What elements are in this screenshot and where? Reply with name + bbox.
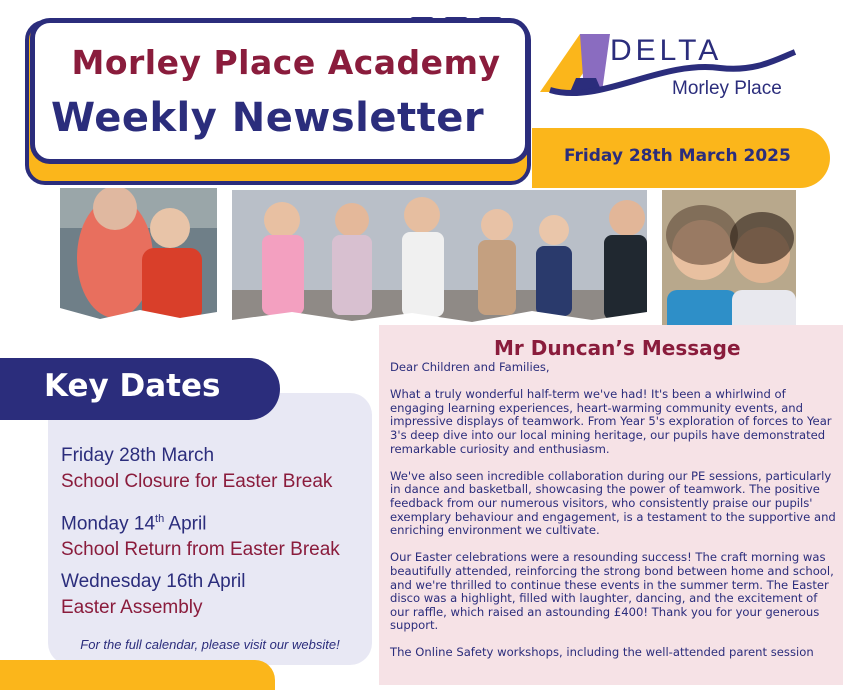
message-paragraph: Our Easter celebrations were a resounding success! The craft morning was beautifully attended, reinforcing the strong bond between home and school, and we're thrilled to continue these events in the summer term. The Easter disco was a highlight, filled with laughter, dancing, and the excitement of our raffle, which raised an astounding £400! Thank you for your generous support.: [390, 550, 834, 633]
bottom-yellow-banner: [0, 660, 275, 690]
message-body: [390, 361, 840, 674]
key-dates-banner: [0, 358, 280, 420]
logo-brand-text: DELTA: [610, 34, 723, 67]
key-date-2-month: April: [164, 513, 207, 535]
key-date-2-ordinal: th: [155, 513, 165, 525]
key-date-3-event: Easter Assembly: [61, 597, 203, 618]
message-title: Mr Duncan’s Message: [494, 336, 741, 360]
school-name: Morley Place Academy: [71, 43, 501, 82]
key-date-1-event: School Closure for Easter Break: [61, 471, 333, 492]
message-paragraph: What a truly wonderful half-term we've had! It's been a whirlwind of engaging learning experiences, heart-warming community events, and impressive displays of teamwork. From Year 5's exploration of forces to Year 3's deep dive into our local mining heritage, our pupils have demonstrated remarkable curiosity and enthusiasm.: [390, 387, 832, 456]
key-date-2-date: [61, 513, 206, 535]
newsletter-date: Friday 28th March 2025: [564, 146, 791, 166]
photo-two-girls: [662, 190, 796, 338]
newsletter-title: Weekly Newsletter: [51, 95, 485, 141]
logo-subtitle: Morley Place: [672, 78, 782, 99]
date-banner: [532, 128, 830, 188]
calendar-footnote: For the full calendar, please visit our website!: [80, 637, 340, 652]
key-date-1-date: Friday 28th March: [61, 445, 215, 466]
message-paragraph: The Online Safety workshops, including the well-attended parent session: [390, 645, 814, 660]
photo-easter-winners: [232, 190, 647, 325]
message-paragraph: We've also seen incredible collaboration during our PE sessions, particularly in dance and basketball, showcasing the power of teamwork. The positive feedback from our numerous visitors, who consistently praise our pupils' exemplary behaviour and engagement, is a testament to the supportive and enriching environment we cultivate.: [390, 468, 836, 538]
key-date-2-day: Monday 14: [61, 513, 156, 535]
key-date-2-event: School Return from Easter Break: [61, 539, 340, 560]
photo-children-disco: [60, 188, 217, 322]
key-date-3-date: Wednesday 16th April: [61, 571, 246, 592]
message-paragraph: Dear Children and Families,: [390, 360, 550, 374]
key-dates-title: Key Dates: [44, 368, 221, 404]
title-box: [30, 18, 530, 164]
title-dashes-decoration: [410, 10, 512, 28]
